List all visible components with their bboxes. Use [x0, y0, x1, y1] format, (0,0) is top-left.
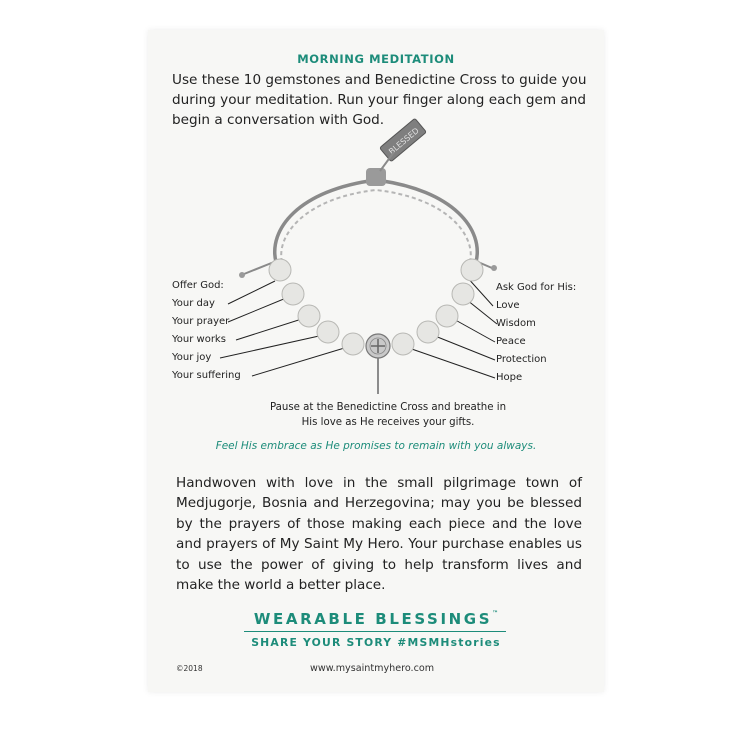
offer-item: Your joy	[172, 352, 212, 363]
meditation-card	[148, 30, 604, 692]
brand-text: WEARABLE BLESSINGS	[253, 610, 493, 628]
offer-god-heading: Offer God:	[172, 280, 224, 291]
share-story-text: SHARE YOUR STORY #MSMHstories	[251, 636, 501, 649]
bead	[317, 321, 339, 343]
feel-embrace-text: Feel His embrace as He promises to remain with you always.	[215, 440, 537, 452]
bracelet-cord	[275, 180, 478, 262]
offer-item: Your suffering	[172, 370, 241, 381]
bead	[282, 283, 304, 305]
intro-text: Use these 10 gemstones and Benedictine Cross to guide you during your meditation. Run your finger along each gem and begin a conversation with God.	[172, 72, 587, 128]
ask-item: Love	[496, 300, 520, 311]
trademark: ™	[492, 610, 499, 617]
ask-item: Hope	[496, 372, 523, 383]
pause-instruction	[268, 400, 508, 430]
ask-item: Peace	[496, 336, 526, 347]
sliding-knot	[366, 168, 386, 186]
brand-heading	[148, 610, 604, 628]
offer-item: Your works	[172, 334, 226, 345]
copyright: ©2018	[176, 664, 203, 673]
brand-rule	[244, 631, 506, 632]
body-paragraph: Handwoven with love in the small pilgrimage town of Medjugorje, Bosnia and Herzegovina; may you be blessed by the prayers of those making each piece and the love and prayers of My Saint My Hero. Your purchase enables us to use the power of giving to help transform lives and make the world a better place.	[176, 475, 582, 594]
offer-item: Your day	[172, 298, 215, 309]
blessed-tag-text: BLESSED	[387, 126, 421, 157]
bead	[436, 305, 458, 327]
bead	[298, 305, 320, 327]
bead	[342, 333, 364, 355]
website-url: www.mysaintmyhero.com	[310, 663, 435, 674]
pause-line-1: Pause at the Benedictine Cross and breathe in	[269, 402, 507, 413]
card-title: MORNING MEDITATION	[297, 52, 455, 66]
pause-line-2: His love as He receives your gifts.	[301, 417, 475, 428]
ask-item: Wisdom	[496, 318, 536, 329]
ask-item: Protection	[496, 354, 547, 365]
bead	[269, 259, 291, 281]
ask-god-heading: Ask God for His:	[496, 282, 577, 293]
bead	[461, 259, 483, 281]
bead	[452, 283, 474, 305]
bead	[392, 333, 414, 355]
offer-item: Your prayer	[172, 316, 230, 327]
bead	[417, 321, 439, 343]
